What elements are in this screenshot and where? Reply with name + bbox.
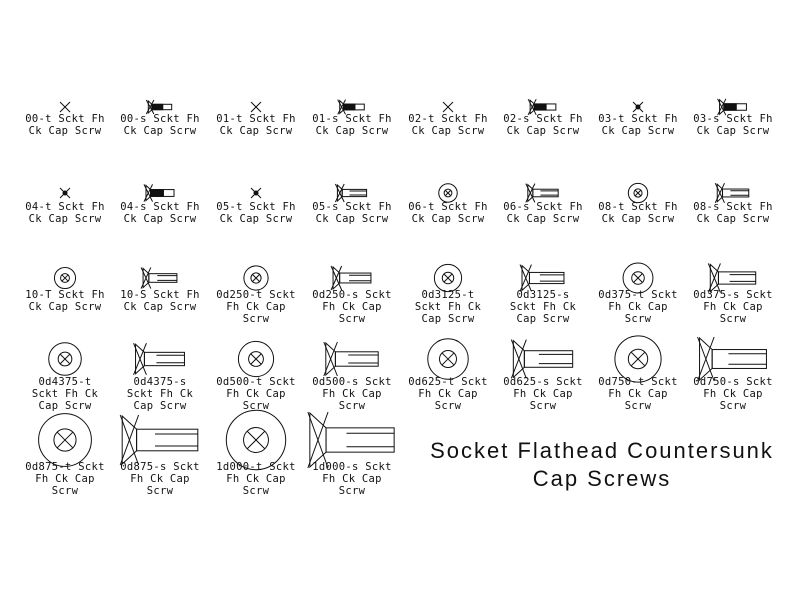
screw-side-view-icon: [134, 343, 185, 375]
symbol-cell: [25, 267, 104, 313]
symbol-label-line: 04-t Sckt Fh: [25, 201, 105, 213]
symbol-cell: [25, 414, 104, 497]
title-line-2: Cap Screws: [532, 466, 672, 491]
symbol-label-line: 00-t Sckt Fh: [25, 113, 105, 125]
symbol-cell: [120, 415, 200, 497]
symbol-label-line: Ck Cap Scrw: [219, 213, 293, 225]
symbol-cell: [693, 263, 772, 325]
symbol-label-line: Ck Cap Scrw: [601, 213, 675, 225]
symbol-cell: [127, 343, 194, 412]
screw-top-view-icon: [60, 188, 70, 198]
screw-top-view-icon: [251, 102, 261, 112]
title-line-1: Socket Flathead Countersunk: [430, 438, 774, 463]
symbol-label-line: 0d250-s Sckt: [312, 289, 392, 301]
symbol-label-line: 08-t Sckt Fh: [598, 201, 678, 213]
symbol-cell: [598, 102, 677, 137]
symbol-cell: [598, 183, 677, 225]
screw-top-view-icon: [628, 183, 647, 202]
symbol-cell: [408, 102, 487, 137]
symbol-label-line: Scrw: [338, 400, 366, 412]
symbol-label-line: Fh Ck Cap: [418, 388, 478, 400]
screw-side-view-icon: [715, 183, 749, 203]
symbol-label-line: Ck Cap Scrw: [506, 213, 580, 225]
symbol-label-line: Scrw: [146, 485, 174, 497]
screw-top-view-icon: [39, 414, 92, 467]
symbol-cell: [312, 266, 391, 325]
symbol-label-line: Scrw: [529, 400, 557, 412]
symbol-cell: [503, 184, 582, 225]
symbol-label-line: Ck Cap Scrw: [28, 301, 102, 313]
screw-side-view-icon: [141, 267, 177, 288]
symbol-label-line: 0d4375-t: [38, 376, 92, 388]
symbol-label-line: Ck Cap Scrw: [123, 301, 197, 313]
symbol-label-line: 10-S Sckt Fh: [120, 289, 200, 301]
screw-top-view-icon: [439, 184, 457, 202]
screw-top-view-icon: [238, 341, 273, 376]
symbol-label-line: Ck Cap Scrw: [28, 213, 102, 225]
screw-side-view-icon: [331, 266, 371, 290]
symbol-label-line: Fh Ck Cap: [608, 388, 668, 400]
symbol-label-line: Fh Ck Cap: [226, 301, 286, 313]
symbol-label-line: Fh Ck Cap: [513, 388, 573, 400]
symbol-cell: [598, 336, 677, 412]
symbol-label-line: Scrw: [338, 485, 366, 497]
symbol-label-line: Scrw: [434, 400, 462, 412]
symbol-cell: [598, 263, 677, 325]
screw-top-view-icon: [60, 102, 70, 112]
symbol-label-line: Ck Cap Scrw: [219, 125, 293, 137]
symbol-label-line: 0d375-t Sckt: [598, 289, 678, 301]
symbol-label-line: 0d4375-s: [133, 376, 187, 388]
symbol-label-line: Fh Ck Cap: [322, 301, 382, 313]
symbol-label-line: Cap Scrw: [516, 313, 570, 325]
symbol-cell: [503, 340, 582, 412]
symbol-label-line: 0d625-t Sckt: [408, 376, 488, 388]
symbol-label-line: Ck Cap Scrw: [411, 213, 485, 225]
symbol-label-line: 1d000-s Sckt: [312, 461, 392, 473]
symbol-label-line: Fh Ck Cap: [703, 388, 763, 400]
screw-top-view-icon: [428, 339, 468, 379]
symbol-cell: [312, 342, 391, 412]
symbol-cell: [25, 102, 104, 137]
symbol-label-line: Ck Cap Scrw: [123, 125, 197, 137]
symbol-label-line: Fh Ck Cap: [608, 301, 668, 313]
symbol-label-line: 0d875-s Sckt: [120, 461, 200, 473]
screw-top-view-icon: [633, 102, 643, 112]
screw-side-view-icon: [120, 415, 198, 465]
symbol-label-line: Scrw: [338, 313, 366, 325]
symbol-cell: [120, 100, 199, 137]
symbol-label-line: 05-s Sckt Fh: [312, 201, 392, 213]
symbol-label-line: 0d625-s Sckt: [503, 376, 583, 388]
symbol-label-line: Scrw: [242, 313, 270, 325]
screw-side-view-icon: [308, 412, 394, 468]
symbol-cell: [32, 343, 99, 412]
symbol-cell: [408, 339, 487, 412]
symbol-label-line: 04-s Sckt Fh: [120, 201, 200, 213]
symbol-label-line: 0d500-s Sckt: [312, 376, 392, 388]
symbol-label-line: Fh Ck Cap: [226, 388, 286, 400]
symbol-cell: [216, 410, 295, 497]
symbol-label-line: Fh Ck Cap: [226, 473, 286, 485]
title-block: [430, 438, 774, 491]
symbol-cell: [312, 100, 391, 137]
symbol-label-line: 08-s Sckt Fh: [693, 201, 773, 213]
symbol-label-line: Cap Scrw: [421, 313, 475, 325]
symbol-label-line: 0d3125-s: [516, 289, 570, 301]
screw-side-view-icon: [144, 184, 174, 201]
symbol-label-line: Scrw: [624, 313, 652, 325]
symbol-label-line: 0d750-s Sckt: [693, 376, 773, 388]
screw-top-view-icon: [49, 343, 82, 376]
symbol-label-line: 0d750-t Sckt: [598, 376, 678, 388]
symbol-cell: [312, 184, 391, 225]
symbol-cell: [408, 184, 487, 225]
screw-side-view-icon: [526, 184, 558, 203]
screw-top-view-icon: [244, 266, 268, 290]
screw-side-view-icon: [324, 342, 378, 376]
symbol-label-line: Scrw: [242, 485, 270, 497]
symbol-label-line: 0d3125-t: [421, 289, 475, 301]
symbol-label-line: 06-t Sckt Fh: [408, 201, 488, 213]
symbol-label-line: Sckt Fh Ck: [414, 301, 482, 313]
symbol-cell: [120, 267, 199, 313]
screw-top-view-icon: [434, 264, 461, 291]
symbol-label-line: Cap Scrw: [133, 400, 187, 412]
symbol-cell: [503, 99, 582, 137]
symbol-cell: [693, 99, 772, 137]
screw-side-view-icon: [520, 265, 564, 292]
symbol-label-line: 05-t Sckt Fh: [216, 201, 296, 213]
screw-side-view-icon: [335, 184, 366, 202]
symbol-cell: [216, 341, 295, 412]
symbol-label-line: 06-s Sckt Fh: [503, 201, 583, 213]
screw-top-view-icon: [54, 267, 75, 288]
screw-side-view-icon: [511, 340, 572, 379]
screw-top-view-icon: [443, 102, 453, 112]
symbol-label-line: Scrw: [719, 400, 747, 412]
screw-side-view-icon: [146, 100, 171, 114]
symbol-label-line: Ck Cap Scrw: [601, 125, 675, 137]
symbol-label-line: Ck Cap Scrw: [411, 125, 485, 137]
symbol-label-line: Fh Ck Cap: [35, 473, 95, 485]
symbol-label-line: 01-s Sckt Fh: [312, 113, 392, 125]
symbol-label-line: 1d000-t Sckt: [216, 461, 296, 473]
symbol-label-line: 03-t Sckt Fh: [598, 113, 678, 125]
symbol-label-line: 00-s Sckt Fh: [120, 113, 200, 125]
symbol-label-line: Sckt Fh Ck: [31, 388, 99, 400]
symbol-label-line: 0d500-t Sckt: [216, 376, 296, 388]
symbol-cell: [216, 266, 295, 325]
symbol-cell: [693, 337, 772, 412]
symbol-cell: [120, 184, 199, 225]
symbol-cell: [308, 412, 394, 497]
symbol-label-line: 10-T Sckt Fh: [25, 289, 105, 301]
symbol-label-line: Ck Cap Scrw: [315, 125, 389, 137]
symbol-label-line: Cap Scrw: [38, 400, 92, 412]
symbol-label-line: Fh Ck Cap: [130, 473, 190, 485]
symbol-label-line: Sckt Fh Ck: [509, 301, 577, 313]
symbol-label-line: 0d250-t Sckt: [216, 289, 296, 301]
symbol-label-line: 03-s Sckt Fh: [693, 113, 773, 125]
screw-top-view-icon: [251, 188, 261, 198]
symbol-label-line: Ck Cap Scrw: [506, 125, 580, 137]
symbol-label-line: 02-t Sckt Fh: [408, 113, 488, 125]
symbol-label-line: Scrw: [624, 400, 652, 412]
symbol-cell: [510, 265, 577, 325]
symbol-label-line: Fh Ck Cap: [322, 473, 382, 485]
symbol-label-line: Scrw: [242, 400, 270, 412]
symbol-label-line: Scrw: [719, 313, 747, 325]
symbol-label-line: 0d375-s Sckt: [693, 289, 773, 301]
symbol-label-line: Ck Cap Scrw: [28, 125, 102, 137]
symbol-label-line: Ck Cap Scrw: [696, 213, 770, 225]
symbol-cell: [216, 188, 295, 225]
symbol-cell: [415, 264, 482, 325]
symbol-label-line: Fh Ck Cap: [322, 388, 382, 400]
symbol-label-line: Fh Ck Cap: [703, 301, 763, 313]
symbol-label-line: 01-t Sckt Fh: [216, 113, 296, 125]
symbol-label-line: 02-s Sckt Fh: [503, 113, 583, 125]
symbol-cell: [693, 183, 772, 225]
symbol-label-line: Ck Cap Scrw: [123, 213, 197, 225]
symbol-label-line: Sckt Fh Ck: [126, 388, 194, 400]
symbol-label-line: Ck Cap Scrw: [315, 213, 389, 225]
symbol-label-line: Ck Cap Scrw: [696, 125, 770, 137]
symbol-cell: [25, 188, 104, 225]
screw-side-view-icon: [698, 337, 767, 381]
symbol-label-line: 0d875-t Sckt: [25, 461, 105, 473]
symbol-cell: [216, 102, 295, 137]
symbol-label-line: Scrw: [51, 485, 79, 497]
